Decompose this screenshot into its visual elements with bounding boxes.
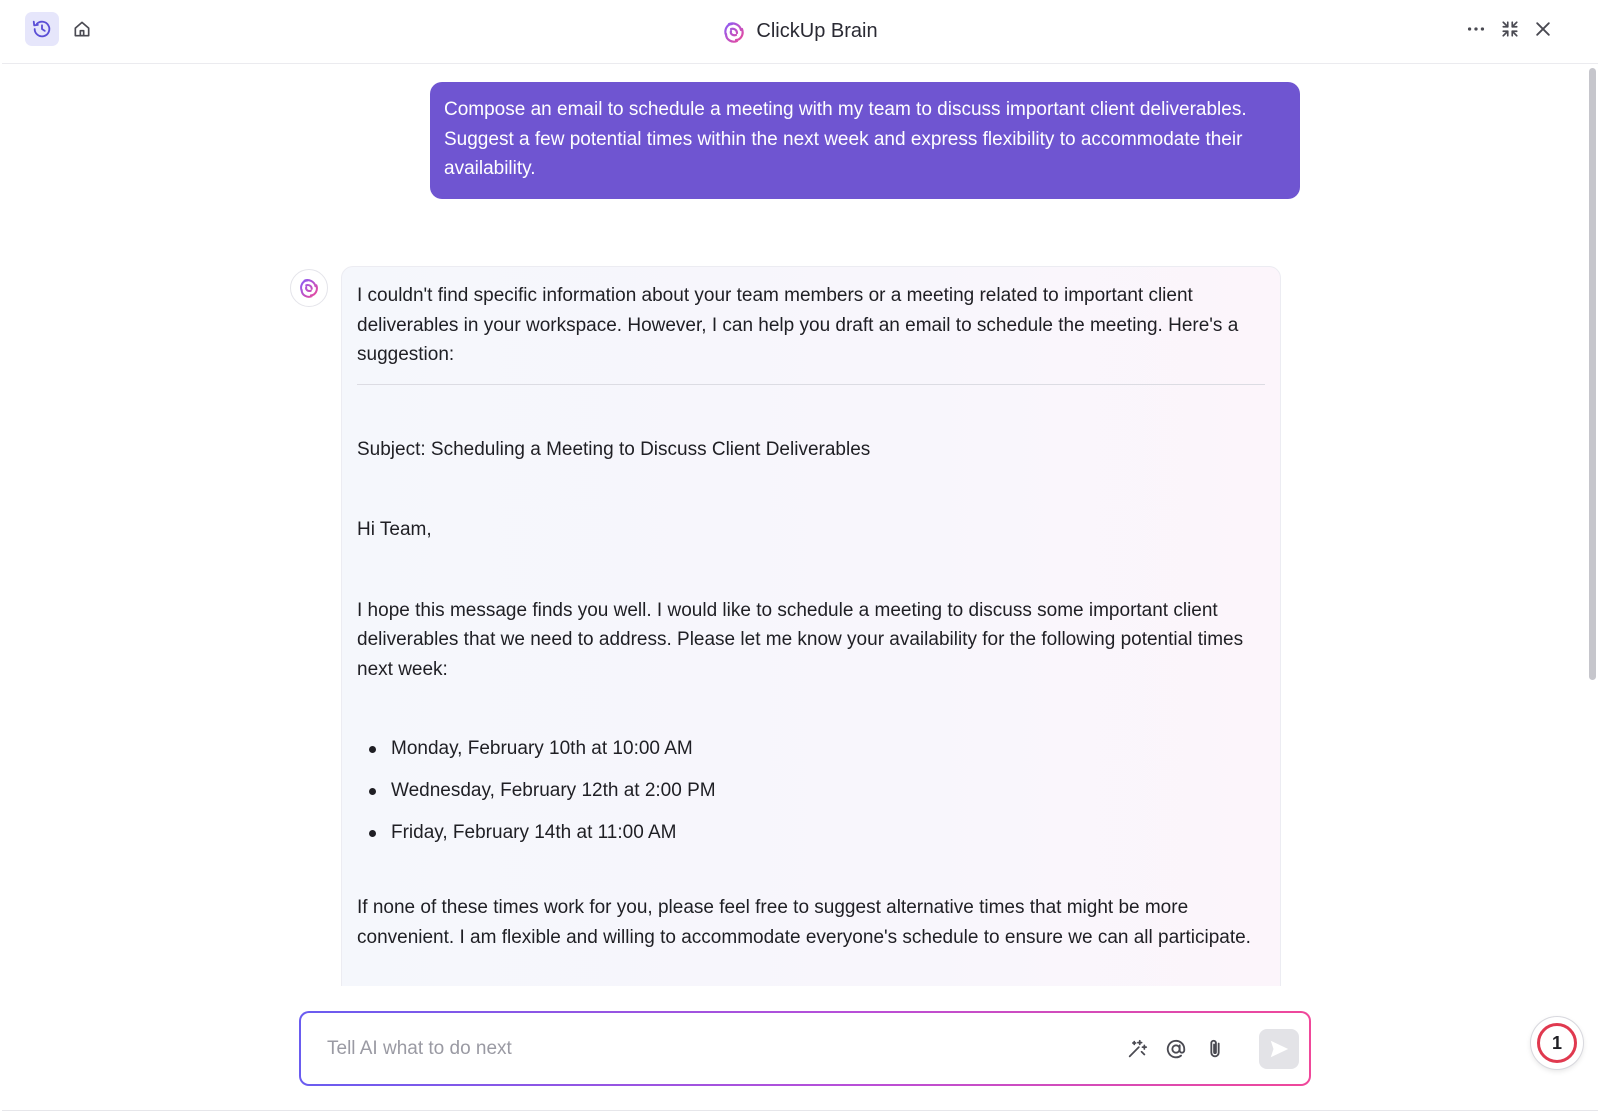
home-button[interactable]	[65, 12, 99, 46]
prompt-input[interactable]	[325, 1031, 1089, 1067]
brain-window	[2, 0, 1598, 1111]
mention-button[interactable]	[1162, 1035, 1190, 1063]
scrollbar-thumb[interactable]	[1589, 68, 1596, 680]
email-closing: If none of these times work for you, please feel free to suggest alternative times that might be more convenient. I am flexible and willing to accommodate everyone's schedule to ensure we can all participate.	[357, 897, 1251, 948]
list-item: Friday, February 14th at 11:00 AM	[357, 818, 1265, 860]
divider	[357, 384, 1265, 385]
more-horizontal-icon	[1465, 18, 1487, 40]
mention-icon	[1165, 1038, 1187, 1060]
chat-scroll-area[interactable]	[2, 64, 1598, 986]
collapse-icon	[1501, 20, 1519, 38]
notification-bubble[interactable]	[1531, 1017, 1583, 1069]
ai-response-card	[341, 266, 1281, 986]
home-icon	[72, 19, 92, 39]
ai-intro-text: I couldn't find specific information about your team members or a meeting related to important client deliverables in your workspace. However, I can help you draft an email to schedule the meeting. Here's a suggestion:	[357, 285, 1239, 365]
header-bar	[2, 0, 1598, 64]
magic-button[interactable]	[1123, 1035, 1151, 1063]
magic-wand-icon	[1126, 1038, 1148, 1060]
user-message-bubble: Compose an email to schedule a meeting with my team to discuss important client deliverables. Suggest a few potential times within the next week and express flexibility to accommodate their availability.	[430, 82, 1300, 199]
close-icon	[1533, 19, 1553, 39]
history-icon	[31, 18, 53, 40]
close-button[interactable]	[1526, 12, 1560, 46]
history-button[interactable]	[25, 12, 59, 46]
brain-logo-icon	[298, 277, 320, 299]
composer	[299, 1011, 1311, 1086]
notification-count: 1	[1537, 1023, 1577, 1063]
window-title: ClickUp Brain	[756, 20, 878, 42]
brain-logo-icon	[722, 20, 746, 44]
email-body: I hope this message finds you well. I would like to schedule a meeting to discuss some important client deliverables that we need to address. Please let me know your availability for the following potential times next week:	[357, 599, 1244, 680]
more-button[interactable]	[1459, 12, 1493, 46]
list-item: Wednesday, February 12th at 2:00 PM	[357, 776, 1265, 818]
composer-inner	[301, 1013, 1309, 1084]
ai-avatar	[290, 269, 328, 307]
send-button[interactable]	[1259, 1029, 1299, 1069]
list-item: Monday, February 10th at 10:00 AM	[357, 734, 1265, 776]
send-icon	[1268, 1038, 1290, 1060]
email-greeting: Hi Team,	[357, 519, 432, 540]
attachment-icon	[1204, 1038, 1226, 1060]
email-subject: Subject: Scheduling a Meeting to Discuss Client Deliverables	[357, 438, 871, 460]
meeting-times-list	[357, 734, 1265, 860]
collapse-button[interactable]	[1493, 12, 1527, 46]
attach-button[interactable]	[1201, 1035, 1229, 1063]
title-area	[2, 0, 1598, 63]
